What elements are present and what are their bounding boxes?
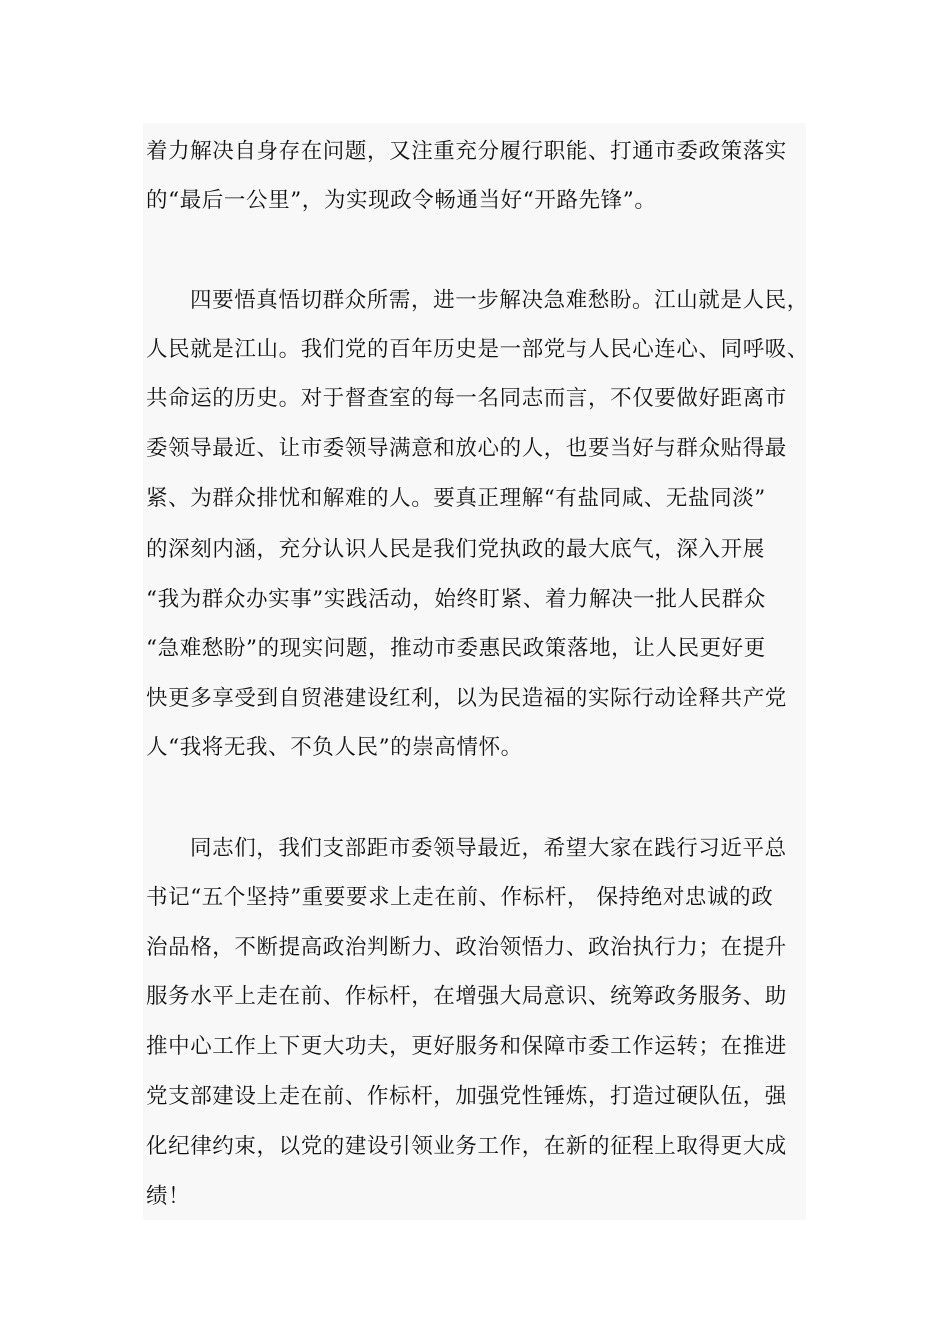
paragraph-3-line-3: 治品格，不断提高政治判断力、政治领悟力、政治执行力；在提升 (146, 935, 787, 960)
paragraph-2-line-9: 快更多享受到自贸港建设红利，以为民造福的实际行动诠释共产党 (146, 686, 787, 711)
paragraph-2-line-3: 共命运的历史。对于督查室的每一名同志而言，不仅要做好距离市 (146, 386, 787, 411)
paragraph-3-line-1: 同志们，我们支部距市委领导最近，希望大家在践行习近平总 (190, 836, 787, 861)
paragraph-3-line-8: 绩！ (146, 1184, 191, 1209)
paragraph-3-line-5: 推中心工作上下更大功夫，更好服务和保障市委工作运转；在推进 (146, 1034, 787, 1059)
paragraph-3-line-4: 服务水平上走在前、作标杆，在增强大局意识、统筹政务服务、助 (146, 984, 787, 1009)
paragraph-2-line-2: 人民就是江山。我们党的百年历史是一部党与人民心连心、同呼吸、 (146, 337, 810, 362)
paragraph-2-line-6: 的深刻内涵，充分认识人民是我们党执政的最大底气，深入开展 (146, 537, 765, 562)
paragraph-1-line-1: 着力解决自身存在问题，又注重充分履行职能、打通市委政策落实 (146, 139, 787, 164)
paragraph-2-line-1: 四要悟真悟切群众所需，进一步解决急难愁盼。江山就是人民， (190, 288, 809, 313)
paragraph-1-line-2: 的“最后一公里”，为实现政令畅通当好“开路先锋”。 (146, 188, 657, 213)
paragraph-3-line-2: 书记“五个坚持”重要要求上走在前、作标杆， 保持绝对忠诚的政 (146, 885, 774, 910)
paragraph-3-line-7: 化纪律约束，以党的建设引领业务工作，在新的征程上取得更大成 (146, 1134, 787, 1159)
paragraph-2-line-5: 紧、为群众排忧和解难的人。要真正理解“有盐同咸、无盐同淡” (146, 486, 766, 511)
paragraph-3-line-6: 党支部建设上走在前、作标杆，加强党性锤炼，打造过硬队伍，强 (146, 1084, 787, 1109)
paragraph-2-line-8: “急难愁盼”的现实问题，推动市委惠民政策落地，让人民更好更 (146, 636, 766, 661)
paragraph-2-line-4: 委领导最近、让市委领导满意和放心的人，也要当好与群众贴得最 (146, 436, 787, 461)
paragraph-2-line-10: 人“我将无我、不负人民”的崇高情怀。 (146, 735, 523, 760)
paragraph-2-line-7: “我为群众办实事”实践活动，始终盯紧、着力解决一批人民群众 (146, 587, 766, 612)
